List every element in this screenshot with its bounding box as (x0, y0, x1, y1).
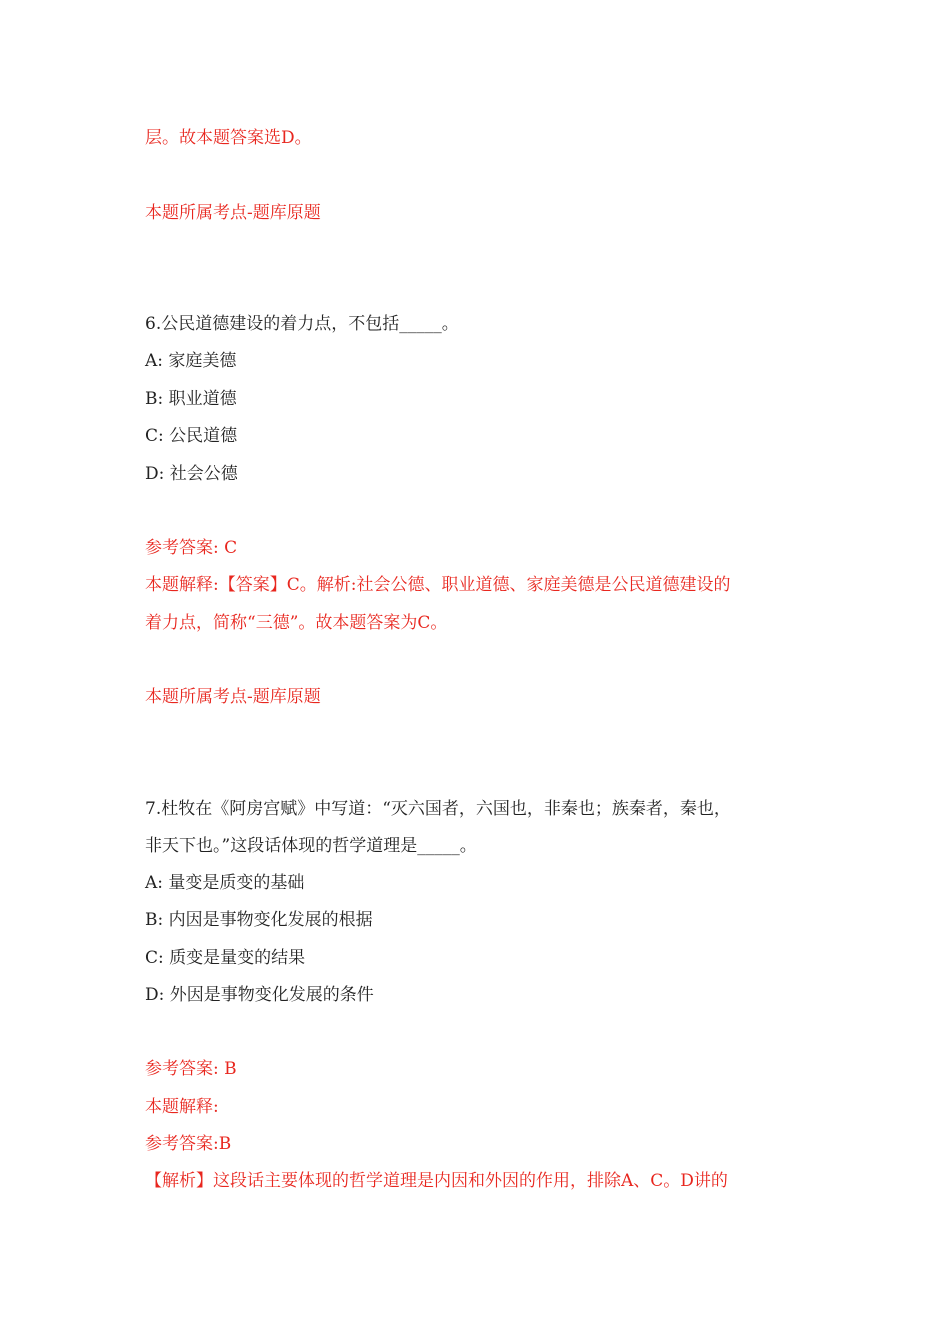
q7-option-d: D: 外因是事物变化发展的条件 (145, 985, 374, 1005)
q6-explanation-line2: 着力点，简称“三德”。故本题答案为C。 (145, 613, 448, 633)
q7-explanation-label: 本题解释: (145, 1097, 219, 1117)
q6-option-d: D: 社会公德 (145, 464, 238, 484)
prev-source-label: 本题所属考点-题库原题 (145, 203, 321, 223)
q6-answer: 参考答案: C (145, 538, 238, 558)
q7-stem-line1: 7.杜牧在《阿房宫赋》中写道：“灭六国者，六国也，非秦也；族秦者，秦也， (145, 799, 731, 819)
q7-stem-line2: 非天下也。”这段话体现的哲学道理是_____。 (145, 836, 477, 856)
q7-option-a: A: 量变是质变的基础 (145, 873, 305, 893)
q7-answer-repeat: 参考答案:B (145, 1134, 232, 1154)
q6-option-a: A: 家庭美德 (145, 351, 237, 371)
q6-source-label: 本题所属考点-题库原题 (145, 687, 321, 707)
q7-answer: 参考答案: B (145, 1059, 237, 1079)
q7-option-c: C: 质变是量变的结果 (145, 948, 306, 968)
q6-option-b: B: 职业道德 (145, 389, 237, 409)
q7-analysis: 【解析】这段话主要体现的哲学道理是内因和外因的作用，排除A、C。D讲的 (145, 1171, 728, 1191)
q7-option-b: B: 内因是事物变化发展的根据 (145, 910, 373, 930)
prev-explanation-tail: 层。故本题答案选D。 (145, 128, 312, 148)
q6-explanation-line1: 本题解释:【答案】C。解析:社会公德、职业道德、家庭美德是公民道德建设的 (145, 575, 731, 595)
q6-option-c: C: 公民道德 (145, 426, 238, 446)
q6-stem: 6.公民道德建设的着力点，不包括_____。 (145, 314, 459, 334)
